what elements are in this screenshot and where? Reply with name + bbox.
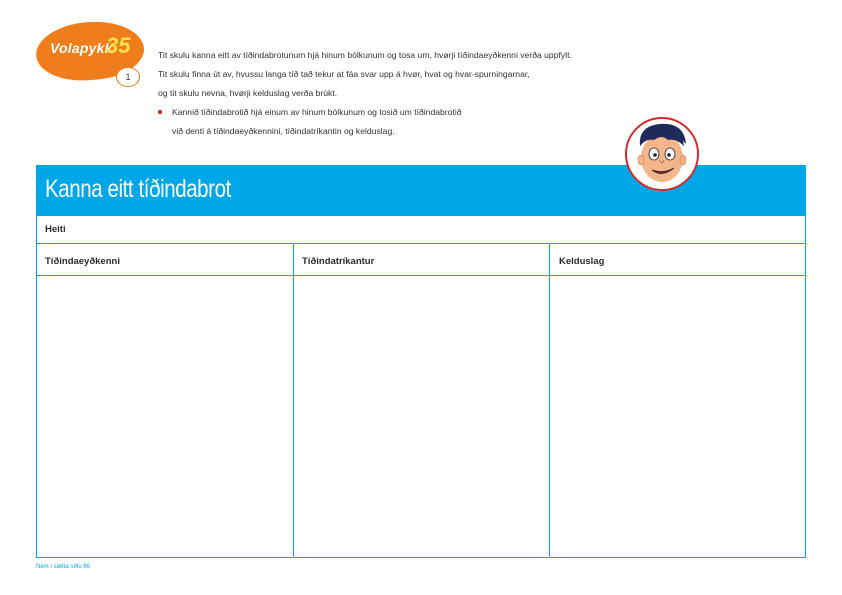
boy-face-icon bbox=[624, 116, 700, 192]
bullet-icon bbox=[158, 110, 162, 114]
footer-note: Nem í sætta síðu 86 bbox=[36, 564, 91, 570]
row-divider bbox=[37, 243, 805, 244]
heiti-label: Heiti bbox=[45, 224, 66, 235]
column-header-tidindatrikantur: Tíðindatríkantur bbox=[302, 256, 375, 267]
answer-cell-tidindaeydkenni[interactable] bbox=[37, 276, 293, 558]
column-header-kelduslag: Kelduslag bbox=[559, 256, 605, 267]
intro-line: Tit skulu finna út av, hvussu langa tíð tað tekur at fáa svar upp á hvør, hvat og hvar-spurningarnar, bbox=[158, 69, 530, 79]
bullet-line: við denti á tíðindaeyðkennini, tíðindatríkantin og kelduslag. bbox=[172, 126, 395, 136]
logo-title: Volapykk bbox=[50, 40, 113, 56]
logo-number: 35 bbox=[106, 33, 131, 58]
bullet-line: Kannið tíðindabrotið hjá einum av hinum bólkunum og tosið um tíðindabrotið bbox=[172, 107, 462, 117]
worksheet-title: Kanna eitt tíðindabrot bbox=[45, 175, 231, 203]
column-header-tidindaeydkenni: Tíðindaeyðkenni bbox=[45, 256, 120, 267]
answer-cell-tidindatrikantur[interactable] bbox=[294, 276, 549, 558]
intro-line: og tit skulu nevna, hvørji kelduslag verða brúkt. bbox=[158, 88, 338, 98]
intro-line: Tit skulu kanna eitt av tíðindabrotunum hjá hinum bólkunum og tosa um, hvørji tíðindaeyðkenni verða uppfylt. bbox=[158, 50, 572, 60]
logo-page-number: 1 bbox=[116, 67, 140, 87]
volapykk-logo bbox=[36, 22, 144, 86]
answer-cell-kelduslag[interactable] bbox=[550, 276, 805, 558]
worksheet-table bbox=[36, 215, 806, 558]
